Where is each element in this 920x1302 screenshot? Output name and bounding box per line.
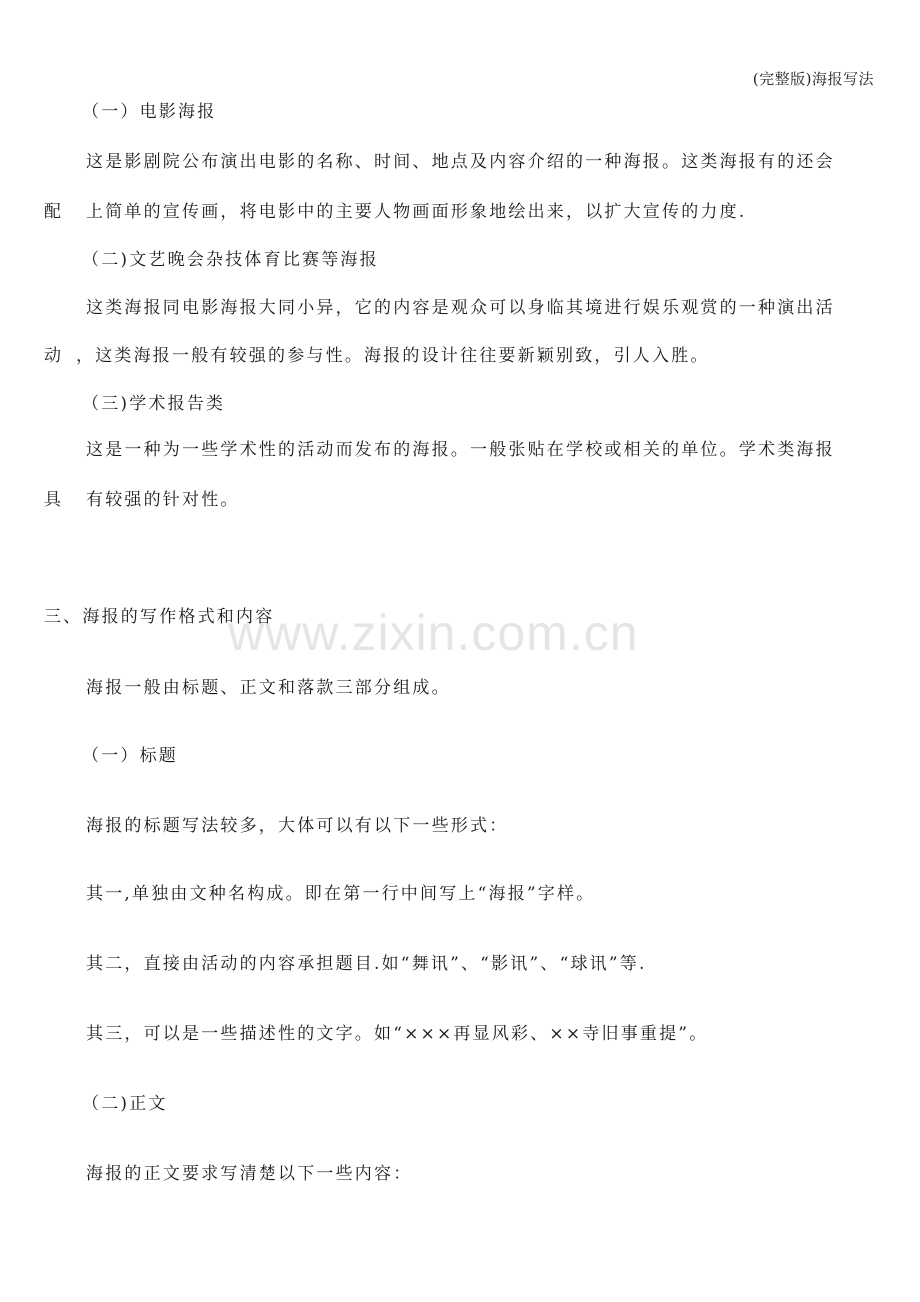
paragraph-title-forms: 海报的标题写法较多，大体可以有以下一些形式： xyxy=(86,816,509,836)
paragraph-movie-line1: 这是影剧院公布演出电影的名称、时间、地点及内容介绍的一种海报。这类海报有的还会 xyxy=(86,152,835,172)
paragraph-form-three: 其三，可以是一些描述性的文字。如“×××再显风彩、××寺旧事重提”。 xyxy=(86,1024,709,1044)
watermark: www.zixin.com.cn xyxy=(228,605,639,661)
margin-char-1: 配 xyxy=(44,202,61,222)
paragraph-entertainment-line1: 这类海报同电影海报大同小异，它的内容是观众可以身临其境进行娱乐观赏的一种演出活 xyxy=(86,298,835,318)
paragraph-composition: 海报一般由标题、正文和落款三部分组成。 xyxy=(86,678,451,698)
heading-academic-report: （三)学术报告类 xyxy=(82,394,226,414)
paragraph-academic-line2: 有较强的针对性。 xyxy=(86,490,240,510)
margin-char-3: 具 xyxy=(44,490,61,510)
paragraph-body-requirements: 海报的正文要求写清楚以下一些内容： xyxy=(86,1164,413,1184)
heading-title-section: （一）标题 xyxy=(82,746,178,766)
margin-char-2: 动 xyxy=(44,346,61,366)
heading-entertainment-poster: （二)文艺晚会杂技体育比赛等海报 xyxy=(82,250,379,270)
heading-body-section: （二)正文 xyxy=(82,1094,168,1114)
paragraph-movie-line2: 上简单的宣传画，将电影中的主要人物画面形象地绘出来，以扩大宣传的力度. xyxy=(86,202,747,222)
paragraph-entertainment-line2: ，这类海报一般有较强的参与性。海报的设计往往要新颖别致，引人入胜。 xyxy=(76,346,710,366)
heading-movie-poster: （一）电影海报 xyxy=(82,102,217,122)
page-header: (完整版)海报写法 xyxy=(752,70,874,88)
paragraph-academic-line1: 这是一种为一些学术性的活动而发布的海报。一般张贴在学校或相关的单位。学术类海报 xyxy=(86,440,835,460)
paragraph-form-one: 其一,单独由文种名构成。即在第一行中间写上“海报”字样。 xyxy=(86,884,596,904)
paragraph-form-two: 其二，直接由活动的内容承担题目.如“舞讯”、“影讯”、“球讯”等. xyxy=(86,954,647,974)
section-heading-format: 三、海报的写作格式和内容 xyxy=(44,607,275,627)
